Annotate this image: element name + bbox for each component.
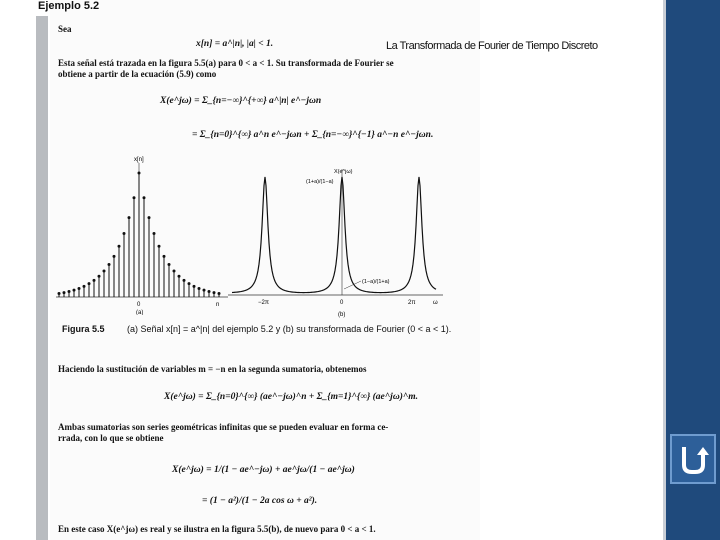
paragraph-2: Haciendo la sustitución de variables m = −n en la segunda sumatoria, obtenemos bbox=[58, 364, 367, 374]
figure-b-tick-zero: 0 bbox=[340, 300, 344, 306]
stem-point bbox=[218, 292, 221, 295]
example-heading: Ejemplo 5.2 bbox=[38, 0, 100, 12]
sea-word: Sea bbox=[58, 24, 72, 34]
stem-point bbox=[68, 290, 71, 293]
figure-b-tick-omega: ω bbox=[433, 300, 438, 306]
stem-point bbox=[173, 269, 176, 272]
stem-point bbox=[163, 255, 166, 258]
stem-point bbox=[88, 282, 91, 285]
stem-point bbox=[198, 287, 201, 290]
return-arrow-icon bbox=[675, 441, 711, 477]
stem-point bbox=[128, 216, 131, 219]
stem-point bbox=[133, 196, 136, 199]
stem-point bbox=[193, 285, 196, 288]
paragraph-1-line-2: obtiene a partir de la ecuación (5.9) como bbox=[58, 69, 217, 79]
stem-point bbox=[78, 287, 81, 290]
paragraph-4: En este caso X(e^jω) es real y se ilustra en la figura 5.5(b), de nuevo para 0 < a < 1. bbox=[58, 524, 376, 534]
stem-point bbox=[143, 196, 146, 199]
paragraph-3-line-1: Ambas sumatorias son series geométricas infinitas que se pueden evaluar en forma ce- bbox=[58, 422, 389, 432]
equation-dtft: X(e^jω) = Σ_{n=−∞}^{+∞} a^|n| e^−jωn bbox=[160, 96, 322, 106]
stem-point bbox=[63, 291, 66, 294]
figure-b-peak-label: (1+a)/(1−a) bbox=[306, 179, 334, 185]
stem-point bbox=[108, 263, 111, 266]
figure-b-ylabel: X(e^jω) bbox=[334, 169, 353, 175]
equation-substitution: X(e^jω) = Σ_{n=0}^{∞} (ae^−jω)^n + Σ_{m=1}^{∞} (ae^jω)^m. bbox=[164, 392, 419, 402]
figure-b-curve bbox=[232, 177, 436, 293]
figure-a-stem-plot bbox=[56, 155, 228, 315]
figure-a-tick-zero: 0 bbox=[137, 302, 141, 308]
return-button[interactable] bbox=[670, 434, 716, 484]
figure-caption-label: Figura 5.5 bbox=[62, 324, 105, 334]
stem-point bbox=[148, 216, 151, 219]
stem-point bbox=[58, 292, 61, 295]
figure-a-tick-n: n bbox=[216, 302, 220, 308]
figure-b-tick-2pi: 2π bbox=[408, 300, 416, 306]
figure-a-ylabel: x[n] bbox=[134, 157, 144, 163]
figure-a-sublabel: (a) bbox=[136, 310, 144, 315]
stem-point bbox=[178, 275, 181, 278]
equation-signal: x[n] = a^|n|, |a| < 1. bbox=[196, 39, 274, 49]
figure-b-fourier-plot bbox=[228, 165, 448, 320]
stem-point bbox=[103, 269, 106, 272]
stem-point bbox=[118, 245, 121, 248]
stem-point bbox=[138, 172, 141, 175]
stem-point bbox=[73, 289, 76, 292]
equation-result: = (1 − a²)/(1 − 2a cos ω + a²). bbox=[202, 496, 318, 506]
stem-point bbox=[203, 289, 206, 292]
equation-split-sums: = Σ_{n=0}^{∞} a^n e^−jωn + Σ_{n=−∞}^{−1} a^−n e^−jωn. bbox=[192, 130, 434, 140]
stem-point bbox=[168, 263, 171, 266]
paragraph-1-line-1: Esta señal está trazada en la figura 5.5(a) para 0 < a < 1. Su transformada de Fourier se bbox=[58, 58, 394, 68]
stem-point bbox=[98, 275, 101, 278]
figure-caption-text: (a) Señal x[n] = a^|n| del ejemplo 5.2 y (b) su transformada de Fourier (0 < a < 1). bbox=[127, 324, 452, 334]
figure-b-tick-neg2pi: −2π bbox=[258, 300, 269, 306]
stem-point bbox=[153, 232, 156, 235]
paragraph-3-line-2: rrada, con lo que se obtiene bbox=[58, 433, 164, 443]
stem-point bbox=[208, 290, 211, 293]
stem-point bbox=[158, 245, 161, 248]
stem-point bbox=[123, 232, 126, 235]
equation-geometric: X(e^jω) = 1/(1 − ae^−jω) + ae^jω/(1 − ae^jω) bbox=[172, 465, 355, 475]
stem-point bbox=[213, 291, 216, 294]
stem-point bbox=[113, 255, 116, 258]
stem-point bbox=[183, 279, 186, 282]
slide-title: La Transformada de Fourier de Tiempo Discreto bbox=[386, 40, 598, 52]
page-margin-strip bbox=[36, 16, 48, 540]
stem-point bbox=[83, 285, 86, 288]
stem-point bbox=[188, 282, 191, 285]
stem-point bbox=[93, 279, 96, 282]
figure-b-sublabel: (b) bbox=[338, 312, 346, 318]
figure-b-min-label: (1−a)/(1+a) bbox=[362, 279, 390, 285]
